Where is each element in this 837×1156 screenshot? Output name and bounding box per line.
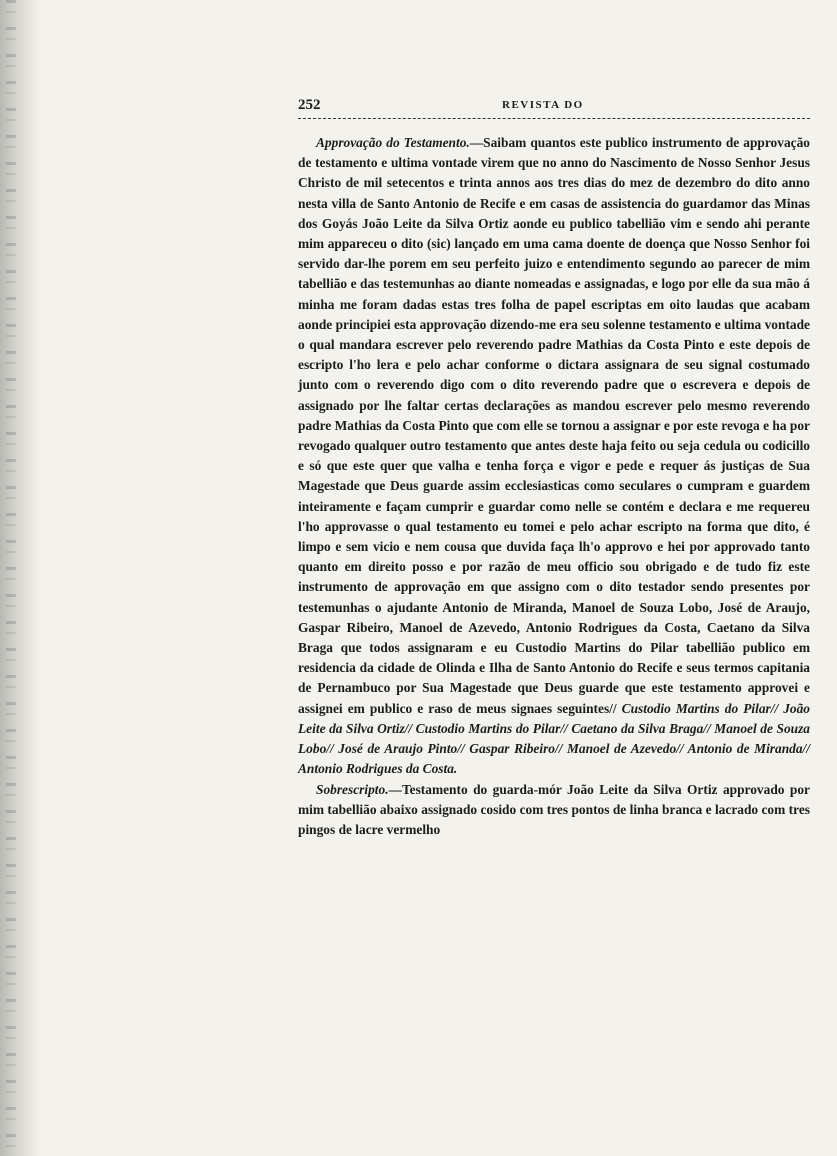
book-page [298, 94, 810, 840]
running-title: REVISTA DO [502, 99, 584, 111]
page-number: 252 [298, 97, 321, 113]
paragraph-sobrescripto-text: —Testamento do guarda-mór João Leite da Silva Ortiz approvado por mim tabellião abaixo assignado cosido com tres pontos de linha branca e lacrado com tres pingos de lacre vermelho [298, 781, 810, 837]
paragraph-sobrescripto [298, 780, 810, 841]
paragraph-sobrescripto-title: Sobrescripto. [316, 781, 389, 797]
paragraph-approvacao-title: Approvação do Testamento. [316, 135, 470, 150]
paragraph-approvacao-text: —Saibam quantos este publico instrumento de approvação de testamento e ultima vontade virem que no anno do Nascimento de Nosso Senhor Jesus Christo de mil setecentos e trinta annos aos tres dias do mez de dezembro do dito anno nesta villa de Santo Antonio de Recife e em casas de assistencia do guardamor das Minas dos Goyás João Leite da Silva Ortiz aonde eu publico tabellião vim e sendo ahi perante mim appareceu o dito (sic) lançado em uma cama doente de doença que Nosso Senhor foi servido dar-lhe porem em seu perfeito juizo e entendimento segundo ao parecer de mim tabellião e das testemunhas ao diante nomeadas e assignadas, e logo por elle da sua mão á minha me foram dadas estas tres folha de papel escriptas em oito laudas que acabam aonde principiei esta approvação dizendo-me era seu solenne testamento e ultima vontade o qual mandara escrever pelo reverendo padre Mathias da Costa Pinto e este depois de escripto l'ho lera e pelo achar conforme o dictara assignara de seu signal costumado junto com o reverendo digo com o dito reverendo padre que o escrevera e depois de assignado por lhe faltar certas declarações as mandou escrever pelo mesmo reverendo padre Mathias da Costa Pinto que com elle se tornou a assignar e por este revoga e ha por revogado qualquer outro testamento que antes deste haja feito ou seja cedula ou codicillo e só que este quer que valha e tenha força e vigor e pede e requer ás justiças de Sua Magestade que Deus guarde assim ecclesiasticas como seculares o cumpram e guardem inteiramente e façam cumprir e guardar como nelle se contém e declara e me requereu l'ho approvasse o qual testamento eu tomei e pelo achar escripto na forma que dito, é limpo e sem vicio e nem cousa que duvida faça lh'o approvo e hei por approvado tanto quanto em direito posso e por razão de meu officio sou obrigado e de tudo fiz este instrumento de approvação em que assigno com o dito testador sendo presentes por testemunhas o ajudante Antonio de Miranda, Manoel de Souza Lobo, José de Araujo, Gaspar Ribeiro, Manoel de Azevedo, Antonio Rodrigues da Costa, Caetano da Silva Braga que todos assignaram e eu Custodio Martins do Pilar tabellião publico em residencia da cidade de Olinda e Ilha de Santo Antonio do Recife e seus termos capitania de Pernambuco por Sua Magestade que Deus guarde que este testamento approvei e assignei em publico e raso de meus signaes seguintes// [298, 135, 810, 716]
signatures-list: Custodio Martins do Pilar// João Leite da Silva Ortiz// Custodio Martins do Pilar// Caetano da Silva Braga// Manoel de Souza Lobo// José de Araujo Pinto// Gaspar Ribeiro// Manoel de Azevedo// Antonio de Miranda// Antonio Rodrigues da Costa. [298, 700, 811, 777]
page-header [298, 94, 810, 116]
body-text [298, 133, 810, 840]
book-binding-edge [0, 0, 40, 1156]
paragraph-approvacao [298, 133, 810, 780]
header-rule [298, 118, 810, 119]
